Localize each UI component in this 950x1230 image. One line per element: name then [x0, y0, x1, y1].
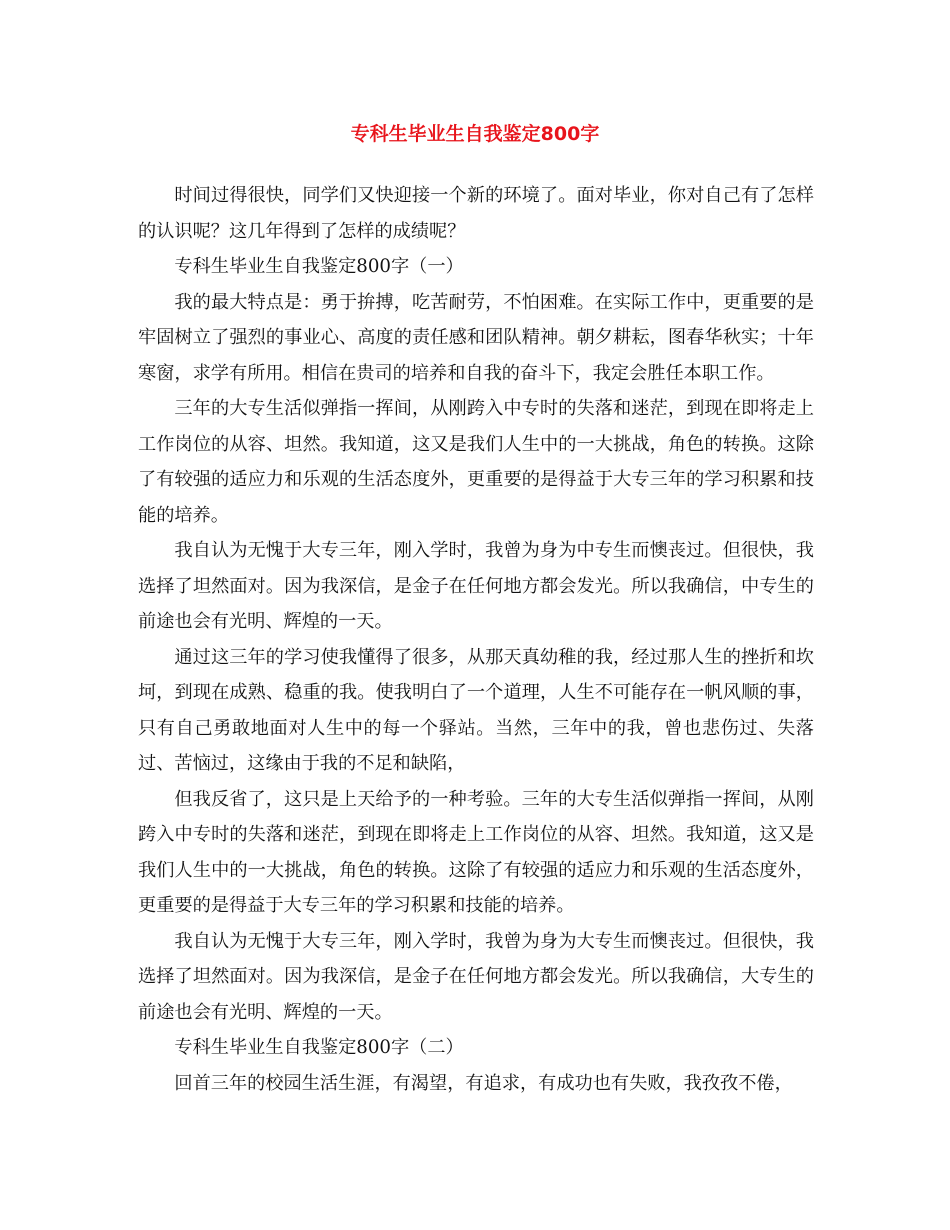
paragraph: 但我反省了，这只是上天给予的一种考验。三年的大专生活似弹指一挥间，从刚跨入中专时的失落和迷茫，到现在即将走上工作岗位的从容、坦然。我知道，这又是我们人生中的一大挑战，角色的转换。这除了有较强的适应力和乐观的生活态度外，更重要的是得益于大专三年的学习积累和技能的培养。 — [138, 788, 814, 916]
paragraph: 我的最大特点是：勇于拚搏，吃苦耐劳，不怕困难。在实际工作中，更重要的是牢固树立了强烈的事业心、高度的责任感和团队精神。朝夕耕耘，图春华秋实；十年寒窗，求学有所用。相信在贵司的培养和自我的奋斗下，我定会胜任本职工作。 — [138, 291, 814, 384]
document-body — [138, 178, 814, 1101]
paragraph: 回首三年的校园生活生涯，有渴望，有追求，有成功也有失败，我孜孜不倦， — [174, 1072, 793, 1094]
section-heading-one: 专科生毕业生自我鉴定800字（一） — [174, 256, 464, 277]
paragraph: 我自认为无愧于大专三年，刚入学时，我曾为身为中专生而懊丧过。但很快，我选择了坦然面对。因为我深信，是金子在任何地方都会发光。所以我确信，中专生的前途也会有光明、辉煌的一天。 — [138, 540, 814, 632]
paragraph: 通过这三年的学习使我懂得了很多，从那天真幼稚的我，经过那人生的挫折和坎坷，到现在成熟、稳重的我。使我明白了一个道理，人生不可能存在一帆风顺的事，只有自己勇敢地面对人生中的每一个驿站。当然，三年中的我，曾也悲伤过、失落过、苦恼过，这缘由于我的不足和缺陷， — [138, 646, 814, 774]
paragraph: 我自认为无愧于大专三年，刚入学时，我曾为身为大专生而懊丧过。但很快，我选择了坦然面对。因为我深信，是金子在任何地方都会发光。所以我确信，大专生的前途也会有光明、辉煌的一天。 — [138, 930, 814, 1023]
paragraph: 三年的大专生活似弹指一挥间，从刚跨入中专时的失落和迷茫，到现在即将走上工作岗位的从容、坦然。我知道，这又是我们人生中的一大挑战，角色的转换。这除了有较强的适应力和乐观的生活态度外，更重要的是得益于大专三年的学习积累和技能的培养。 — [138, 398, 814, 526]
paragraph-intro: 时间过得很快，同学们又快迎接一个新的环境了。面对毕业，你对自己有了怎样的认识呢？这几年得到了怎样的成绩呢？ — [138, 185, 814, 242]
section-heading-two: 专科生毕业生自我鉴定800字（二） — [174, 1037, 464, 1058]
document-title: 专科生毕业生自我鉴定800字 — [350, 123, 600, 145]
